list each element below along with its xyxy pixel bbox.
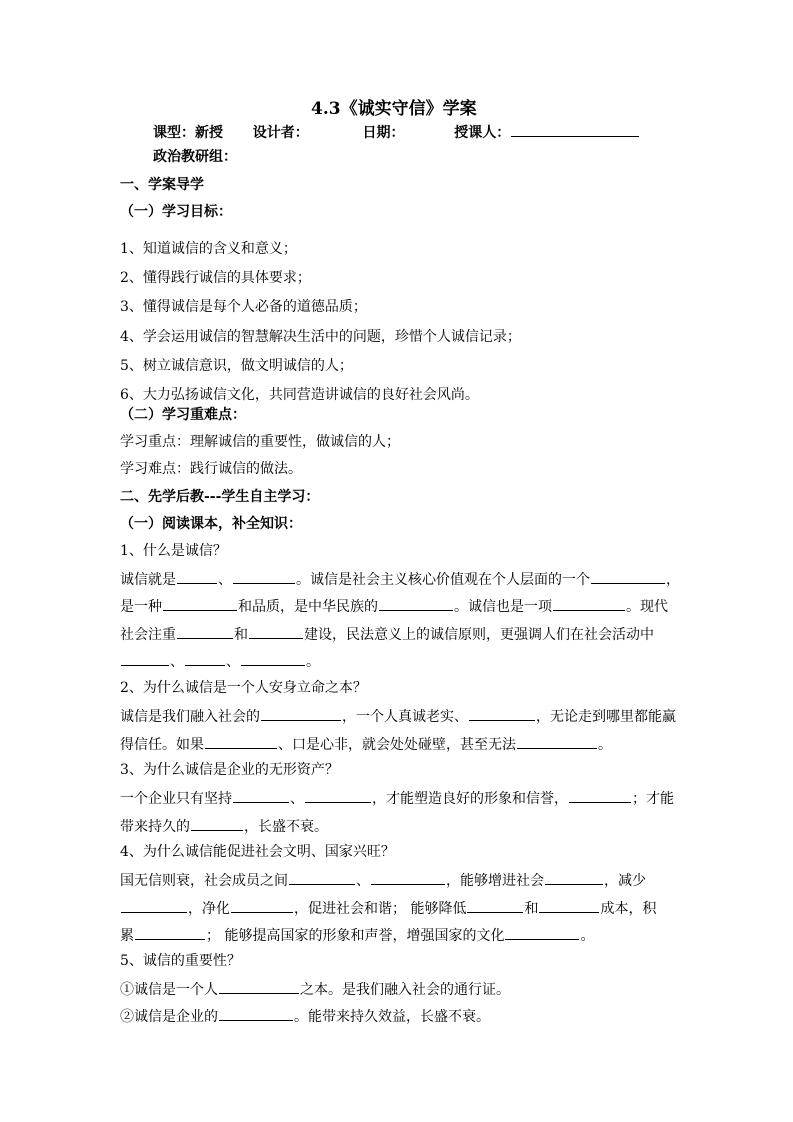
designer-label: 设计者： [252,125,309,141]
learning-goals-heading: （一）学习目标： [120,204,232,220]
q3-line-2: 带来持久的 ，长盛不衰。 [120,816,328,836]
question-1: 1、什么是诚信？ [120,543,227,559]
fill-blank[interactable] [379,596,453,611]
q2-line-2: 得信任。如果 、口是心非，就会处处碰壁，甚至无法 。 [120,734,612,754]
q1-line-1: 诚信就是 、 。诚信是社会主义核心价值观在个人层面的一个 ， [120,569,680,589]
fill-blank[interactable] [233,569,295,584]
fill-blank[interactable] [553,596,625,611]
fill-blank[interactable] [249,624,303,639]
fill-blank[interactable] [135,925,205,940]
goal-item: 2、懂得践行诚信的具体要求； [120,270,311,286]
question-2: 2、为什么诚信是一个人安身立命之本？ [120,680,367,696]
goal-item: 5、树立诚信意识，做文明诚信的人； [120,358,353,374]
goal-item: 6、大力弘扬诚信文化，共同营造讲诚信的良好社会风尚。 [120,387,479,403]
q5-line-2: ②诚信是企业的 。能带来持久效益，长盛不衰。 [120,1006,490,1026]
fill-blank[interactable] [305,788,371,803]
question-5: 5、诚信的重要性？ [120,953,241,969]
fill-blank[interactable] [205,734,277,749]
q1-line-4: 、 、 。 [120,651,320,671]
fill-blank[interactable] [469,706,535,721]
teacher-blank[interactable] [511,122,639,137]
fill-blank[interactable] [185,651,225,666]
section-1-heading: 一、学案导学 [120,177,204,193]
fill-blank[interactable] [177,569,217,584]
group-label: 政治教研组： [153,149,237,165]
fill-blank[interactable] [163,596,237,611]
fill-blank[interactable] [517,734,597,749]
fill-blank[interactable] [289,870,355,885]
fill-blank[interactable] [177,624,233,639]
q3-line-1: 一个企业只有坚持 、 ，才能塑造良好的形象和信誉， ；才能 [120,788,674,808]
key-point-text: 学习重点：理解诚信的重要性，做诚信的人； [120,434,400,450]
goal-item: 4、学会运用诚信的智慧解决生活中的问题，珍惜个人诚信记录； [120,329,521,345]
difficult-point-text: 学习难点：践行诚信的做法。 [120,461,302,477]
fill-blank[interactable] [241,651,305,666]
fill-blank[interactable] [219,979,299,994]
q2-line-1: 诚信是我们融入社会的 ，一个人真诚老实、 ，无论走到哪里都能赢 [120,706,676,726]
fill-blank[interactable] [539,898,599,913]
fill-blank[interactable] [545,870,603,885]
section-2-heading: 二、先学后教---学生自主学习： [120,489,320,505]
fill-blank[interactable] [591,569,665,584]
q4-line-1: 国无信则衰，社会成员之间 、 ，能够增进社会 ，减少 [120,870,646,890]
fill-blank[interactable] [231,898,293,913]
lesson-type-label: 课型：新授 [153,125,223,141]
question-3: 3、为什么诚信是企业的无形资产？ [120,762,339,778]
key-points-heading: （二）学习重难点： [120,407,246,423]
header-meta-row [153,122,640,142]
fill-blank[interactable] [261,706,341,721]
teacher-label: 授课人： [454,125,511,141]
document-title: 4.3《诚实守信》学案 [311,99,477,119]
q1-line-2: 是一种 和品质，是中华民族的 。诚信也是一项 。现代 [120,596,668,616]
reading-heading: （一）阅读课本，补全知识： [120,516,302,532]
fill-blank[interactable] [219,1006,293,1021]
date-label: 日期： [362,125,405,141]
fill-blank[interactable] [121,898,187,913]
fill-blank[interactable] [569,788,631,803]
fill-blank[interactable] [121,651,169,666]
q4-line-2: ，净化 ，促进社会和谐； 能够降低 和 成本，积 [120,898,656,918]
question-4: 4、为什么诚信能促进社会文明、国家兴旺？ [120,844,395,860]
fill-blank[interactable] [233,788,289,803]
q1-line-3: 社会注重 和 建设，民法意义上的诚信原则，更强调人们在社会活动中 [120,624,654,644]
q4-line-3: 累 ； 能够提高国家的形象和声誉，增强国家的文化 。 [120,925,594,945]
fill-blank[interactable] [505,925,579,940]
goal-item: 1、知道诚信的含义和意义； [120,241,297,257]
fill-blank[interactable] [191,816,243,831]
goal-item: 3、懂得诚信是每个人必备的道德品质； [120,299,367,315]
q5-line-1: ①诚信是一个人 之本。是我们融入社会的通行证。 [120,979,510,999]
fill-blank[interactable] [467,898,523,913]
fill-blank[interactable] [371,870,445,885]
